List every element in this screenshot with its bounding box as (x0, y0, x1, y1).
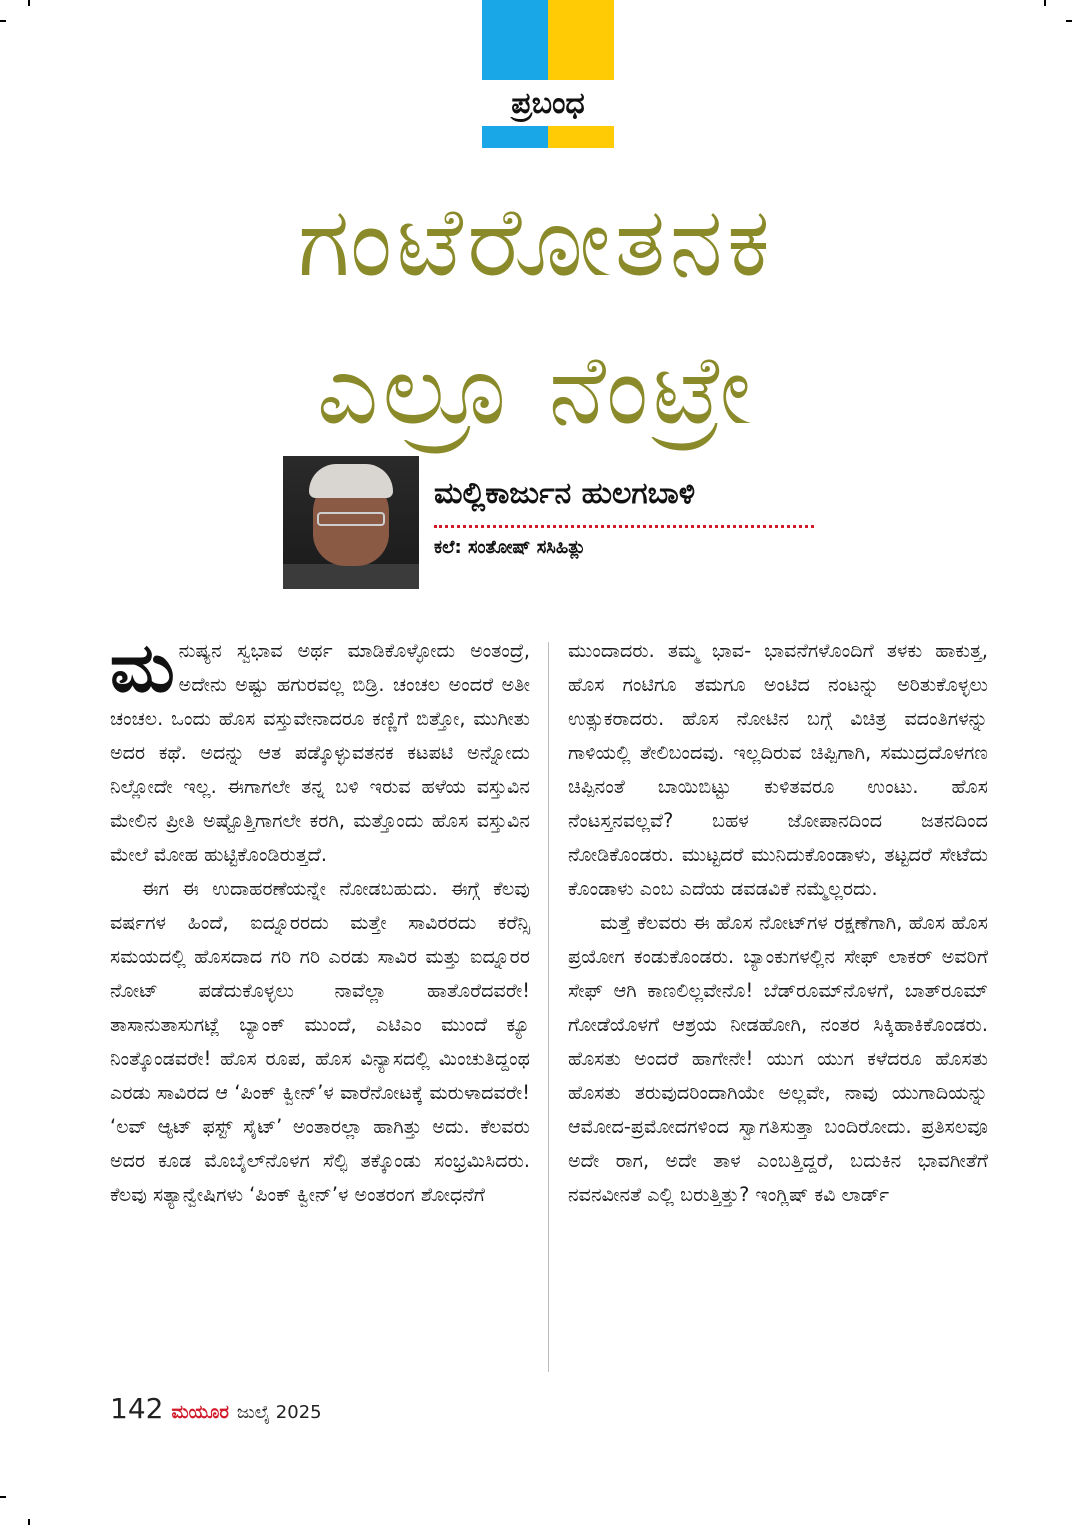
logo-blue-block (482, 0, 548, 80)
photo-glasses (317, 512, 385, 526)
photo-hair (309, 464, 393, 498)
author-divider (434, 525, 814, 528)
drop-cap: ಮ (110, 629, 175, 708)
art-credit: ಕಲೆ: ಸಂತೋಷ್ ಸಸಿಹಿತ್ಲು (434, 537, 586, 558)
crop-mark-bottom-left (28, 1519, 30, 1525)
paragraph-text: ನುಷ್ಯನ ಸ್ವಭಾವ ಅರ್ಥ ಮಾಡಿಕೊಳ್ಳೋದು ಅಂತಂದ್ರೆ, ಅದೇನು ಅಷ್ಟು ಹಗುರವಲ್ಲ ಬಿಡ್ರಿ. ಚಂಚಲ ಅಂದರೆ ಅತೀ ಚಂಚಲ. ಒಂದು ಹೊಸ ವಸ್ತುವೇನಾದರೂ ಕಣ್ಣಿಗೆ ಬಿತ್ತೋ, ಮುಗೀತು ಅದರ ಕಥೆ. ಅದನ್ನು ಆತ ಪಡ್ಕೊಳ್ಳುವತನಕ ಕಟಪಟಿ ಅನ್ನೋದು ನಿಲ್ಲೋದೇ ಇಲ್ಲ. ಈಗಾಗಲೇ ತನ್ನ ಬಳಿ ಇರುವ ಹಳೆಯ ವಸ್ತುವಿನ ಮೇಲಿನ ಪ್ರೀತಿ ಅಷ್ಟೊತ್ತಿಗಾಗಲೇ ಕರಗಿ, ಮತ್ತೊಂದು ಹೊಸ ವಸ್ತುವಿನ ಮೇಲೆ ಮೋಹ ಹುಟ್ಟಿಕೊಂಡಿರುತ್ತದೆ. (110, 639, 530, 866)
author-photo (283, 456, 419, 589)
crop-mark-top-right (1044, 0, 1046, 6)
crop-mark-left-top (0, 20, 6, 22)
body-paragraph: ಈಗ ಈ ಉದಾಹರಣೆಯನ್ನೇ ನೋಡಬಹುದು. ಈಗ್ಗೆ ಕೆಲವು ವರ್ಷಗಳ ಹಿಂದೆ, ಐದ್ನೂರರದು ಮತ್ತೇ ಸಾವಿರರದು ಕರೆನ್ಸಿ ಸಮಯದಲ್ಲಿ ಹೊಸದಾದ ಗರಿ ಗರಿ ಎರಡು ಸಾವಿರ ಮತ್ತು ಐದ್ನೂರರ ನೋಟ್ ಪಡೆದುಕೊಳ್ಳಲು ನಾವೆಲ್ಲಾ ಹಾತೊರೆದವರೇ! ತಾಸಾನುತಾಸುಗಟ್ಲೆ ಬ್ಯಾಂಕ್ ಮುಂದೆ, ಎಟಿಎಂ ಮುಂದೆ ಕ್ಯೂ ನಿಂತ್ಕೊಂಡವರೇ! ಹೊಸ ರೂಪ, ಹೊಸ ವಿನ್ಯಾಸದಲ್ಲಿ ಮಿಂಚುತಿದ್ದಂಥ ಎರಡು ಸಾವಿರದ ಆ ‘ಪಿಂಕ್ ಕ್ವೀನ್’ಳ ವಾರೆನೋಟಕ್ಕೆ ಮರುಳಾದವರೇ! ‘ಲವ್ ಆ್ಯಟ್ ಫಸ್ಟ್ ಸೈಟ್’ ಅಂತಾರಲ್ಲಾ ಹಾಗಿತ್ತು ಅದು. ಕೆಲವರು ಅದರ ಕೂಡ ಮೊಬೈಲ್‌ನೊಳಗ ಸೆಲ್ಫಿ ತಕ್ಕೊಂಡು ಸಂಭ್ರಮಿಸಿದರು. ಕೆಲವು ಸತ್ಯಾನ್ವೇಷಿಗಳು ‘ಪಿಂಕ್ ಕ್ವೀನ್’ಳ ಅಂತರಂಗ ಶೋಧನೆಗೆ (110, 877, 530, 1206)
body-paragraph (110, 629, 530, 872)
author-name: ಮಲ್ಲಿಕಾರ್ಜುನ ಹುಲಗಬಾಳಿ (434, 476, 696, 511)
logo-yellow-strip (548, 126, 614, 148)
section-label: ಪ್ರಬಂಧ (482, 80, 614, 126)
logo-blue-strip (482, 126, 548, 148)
body-paragraph: ಮತ್ತೆ ಕೆಲವರು ಈ ಹೊಸ ನೋಟ್‌ಗಳ ರಕ್ಷಣೆಗಾಗಿ, ಹೊಸ ಹೊಸ ಪ್ರಯೋಗ ಕಂಡುಕೊಂಡರು. ಬ್ಯಾಂಕುಗಳಲ್ಲಿನ ಸೇಫ್ ಲಾಕರ್ ಅವರಿಗೆ ಸೇಫ್ ಆಗಿ ಕಾಣಲಿಲ್ಲವೇನೊ! ಬೆಡ್‌ರೂಮ್‌ನೊಳಗೆ, ಬಾತ್‌ರೂಮ್ ಗೋಡೆಯೊಳಗೆ ಆಶ್ರಯ ನೀಡಹೋಗಿ, ನಂತರ ಸಿಕ್ಕಿಹಾಕಿಕೊಂಡರು. ಹೊಸತು ಅಂದರೆ ಹಾಗೇನೇ! ಯುಗ ಯುಗ ಕಳೆದರೂ ಹೊಸತು ಹೊಸತು ತರುವುದರಿಂದಾಗಿಯೇ ಅಲ್ಲವೇ, ನಾವು ಯುಗಾದಿಯನ್ನು ಆಮೋದ-ಪ್ರಮೋದಗಳಿಂದ ಸ್ವಾಗತಿಸುತ್ತಾ ಬಂದಿರೋದು. ಪ್ರತಿಸಲವೂ ಅದೇ ರಾಗ, ಅದೇ ತಾಳ ಎಂಬತ್ತಿದ್ದರೆ, ಬದುಕಿನ ಭಾವಗೀತೆಗೆ ನವನವೀನತೆ ಎಲ್ಲಿ ಬರುತ್ತಿತ್ತು? ಇಂಗ್ಲಿಷ್ ಕವಿ ಲಾರ್ಡ್ (568, 911, 988, 1206)
body-paragraph: ಮುಂದಾದರು. ತಮ್ಮ ಭಾವ- ಭಾವನೆಗಳೊಂದಿಗೆ ತಳಕು ಹಾಕುತ್ತ, ಹೊಸ ಗಂಟಿಗೂ ತಮಗೂ ಅಂಟಿದ ನಂಟನ್ನು ಅರಿತುಕೊಳ್ಳಲು ಉತ್ಸುಕರಾದರು. ಹೊಸ ನೋಟಿನ ಬಗ್ಗೆ ವಿಚಿತ್ರ ವದಂತಿಗಳನ್ನು ಗಾಳಿಯಲ್ಲಿ ತೇಲಿಬಂದವು. ಇಲ್ಲದಿರುವ ಚಿಪ್ಪಿಗಾಗಿ, ಸಮುದ್ರದೊಳಗಣ ಚಿಪ್ಪಿನಂತೆ ಬಾಯಿಬಿಟ್ಟು ಕುಳಿತವರೂ ಉಂಟು. ಹೊಸ ನೆಂಟಸ್ತನವಲ್ಲವೆ? ಬಹಳ ಜೋಪಾನದಿಂದ ಜತನದಿಂದ ನೋಡಿಕೊಂಡರು. ಮುಟ್ಟದರೆ ಮುನಿದುಕೊಂಡಾಳು, ತಟ್ಟದರೆ ಸೇಟೆದು ಕೊಂಡಾಳು ಎಂಬ ಎದೆಯ ಡವಡವಿಕೆ ನಮ್ಮೆಲ್ಲರದು. (568, 639, 988, 900)
page-footer (110, 1392, 322, 1425)
section-logo (482, 0, 614, 148)
magazine-name: ಮಯೂರ (171, 1402, 229, 1423)
body-column-right (568, 634, 988, 1212)
body-column-left (110, 629, 530, 1212)
headline-line-2: ಎಲ್ರೂ ನೆಂಟ್ರೇ (316, 334, 756, 446)
logo-yellow-block (548, 0, 614, 80)
headline-line-1: ಗಂಟೆರೋತನಕ (297, 186, 775, 298)
crop-mark-top-left (28, 0, 30, 6)
page-number: 142 (110, 1392, 164, 1425)
photo-shirt (283, 564, 419, 589)
article-headline (60, 168, 1012, 464)
column-divider (548, 642, 549, 1372)
crop-mark-left-bottom (0, 1496, 6, 1498)
crop-mark-right-top (1066, 20, 1072, 22)
issue-date: ಜುಲೈ 2025 (236, 1402, 322, 1423)
